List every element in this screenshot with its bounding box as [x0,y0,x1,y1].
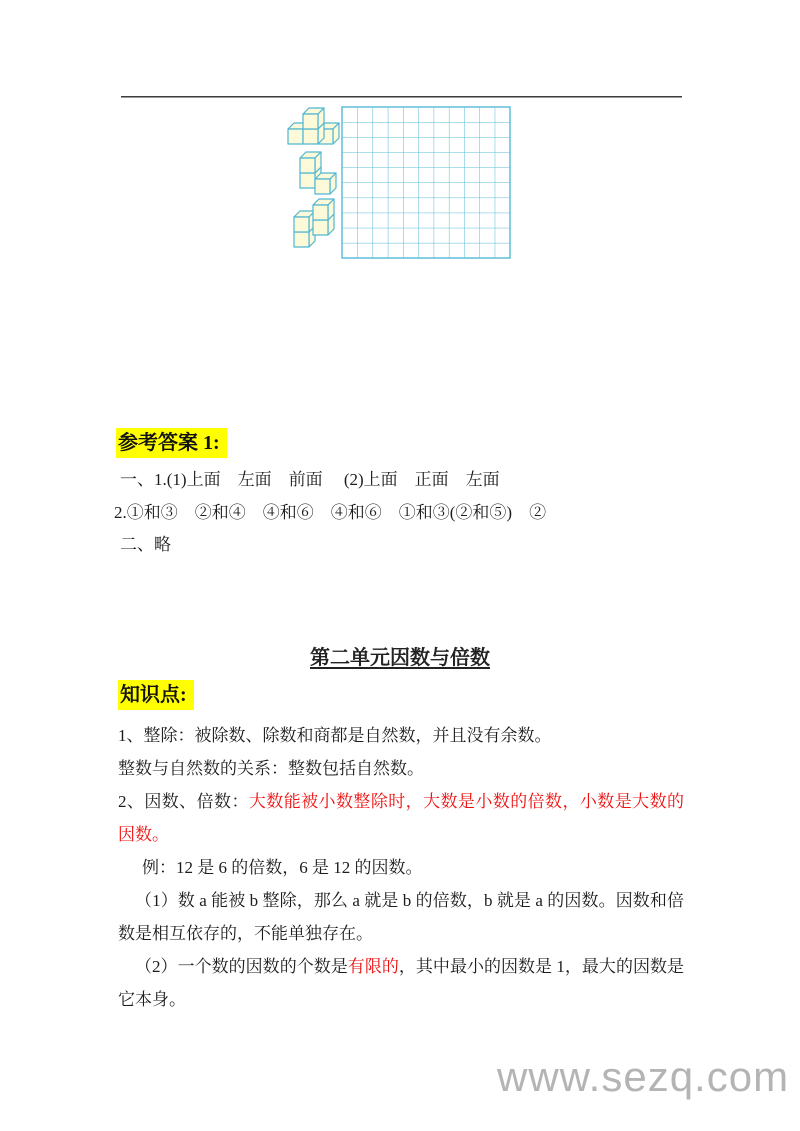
unit-title: 第二单元因数与倍数 [310,647,490,669]
knowledge-point-2-pre: （2）一个数的因数的个数是 [135,957,348,976]
answer-line-3: 二、略 [120,535,171,555]
knowledge-points-heading: 知识点: [118,680,194,710]
knowledge-point-2-red-text: 有限的 [347,957,399,976]
answer-grid [342,107,510,258]
knowledge-points-body [118,719,684,1016]
answer-line-1: 一、1.(1)上面 左面 前面 (2)上面 正面 左面 [120,470,500,489]
knowledge-item-1b: 整数与自然数的关系：整数包括自然数。 [118,759,424,778]
cube-figure-2 [300,152,336,194]
knowledge-point-1: （1）数 a 能被 b 整除，那么 a 就是 b 的倍数，b 就是 a 的因数。因数和倍数是相互依存的，不能单独存在。 [118,891,684,943]
site-watermark: www.sezq.com [497,1053,790,1100]
knowledge-item-2-label: 2、因数、倍数： [118,792,249,811]
knowledge-item-1: 1、整除：被除数、除数和商都是自然数，并且没有余数。 [118,726,552,745]
answer-line-2: 2.①和③ ②和④ ④和⑥ ④和⑥ ①和③(②和⑤) ② [114,502,547,522]
answers-heading: 参考答案 1: [116,428,227,458]
knowledge-point-2 [118,950,684,1016]
knowledge-point-2-post: ，其中最小的因数是 1，最大的因数是它本身。 [118,957,685,1009]
cube-figure-1 [288,108,339,144]
knowledge-item-2 [118,785,684,851]
answers-block [114,464,686,562]
knowledge-example: 例：12 是 6 的倍数，6 是 12 的因数。 [142,858,423,877]
cube-figures-and-grid [280,96,520,268]
cube-figure-3 [294,199,334,247]
knowledge-item-2-red-text: 大数能被小数整除时，大数是小数的倍数，小数是大数的因数。 [118,792,684,844]
